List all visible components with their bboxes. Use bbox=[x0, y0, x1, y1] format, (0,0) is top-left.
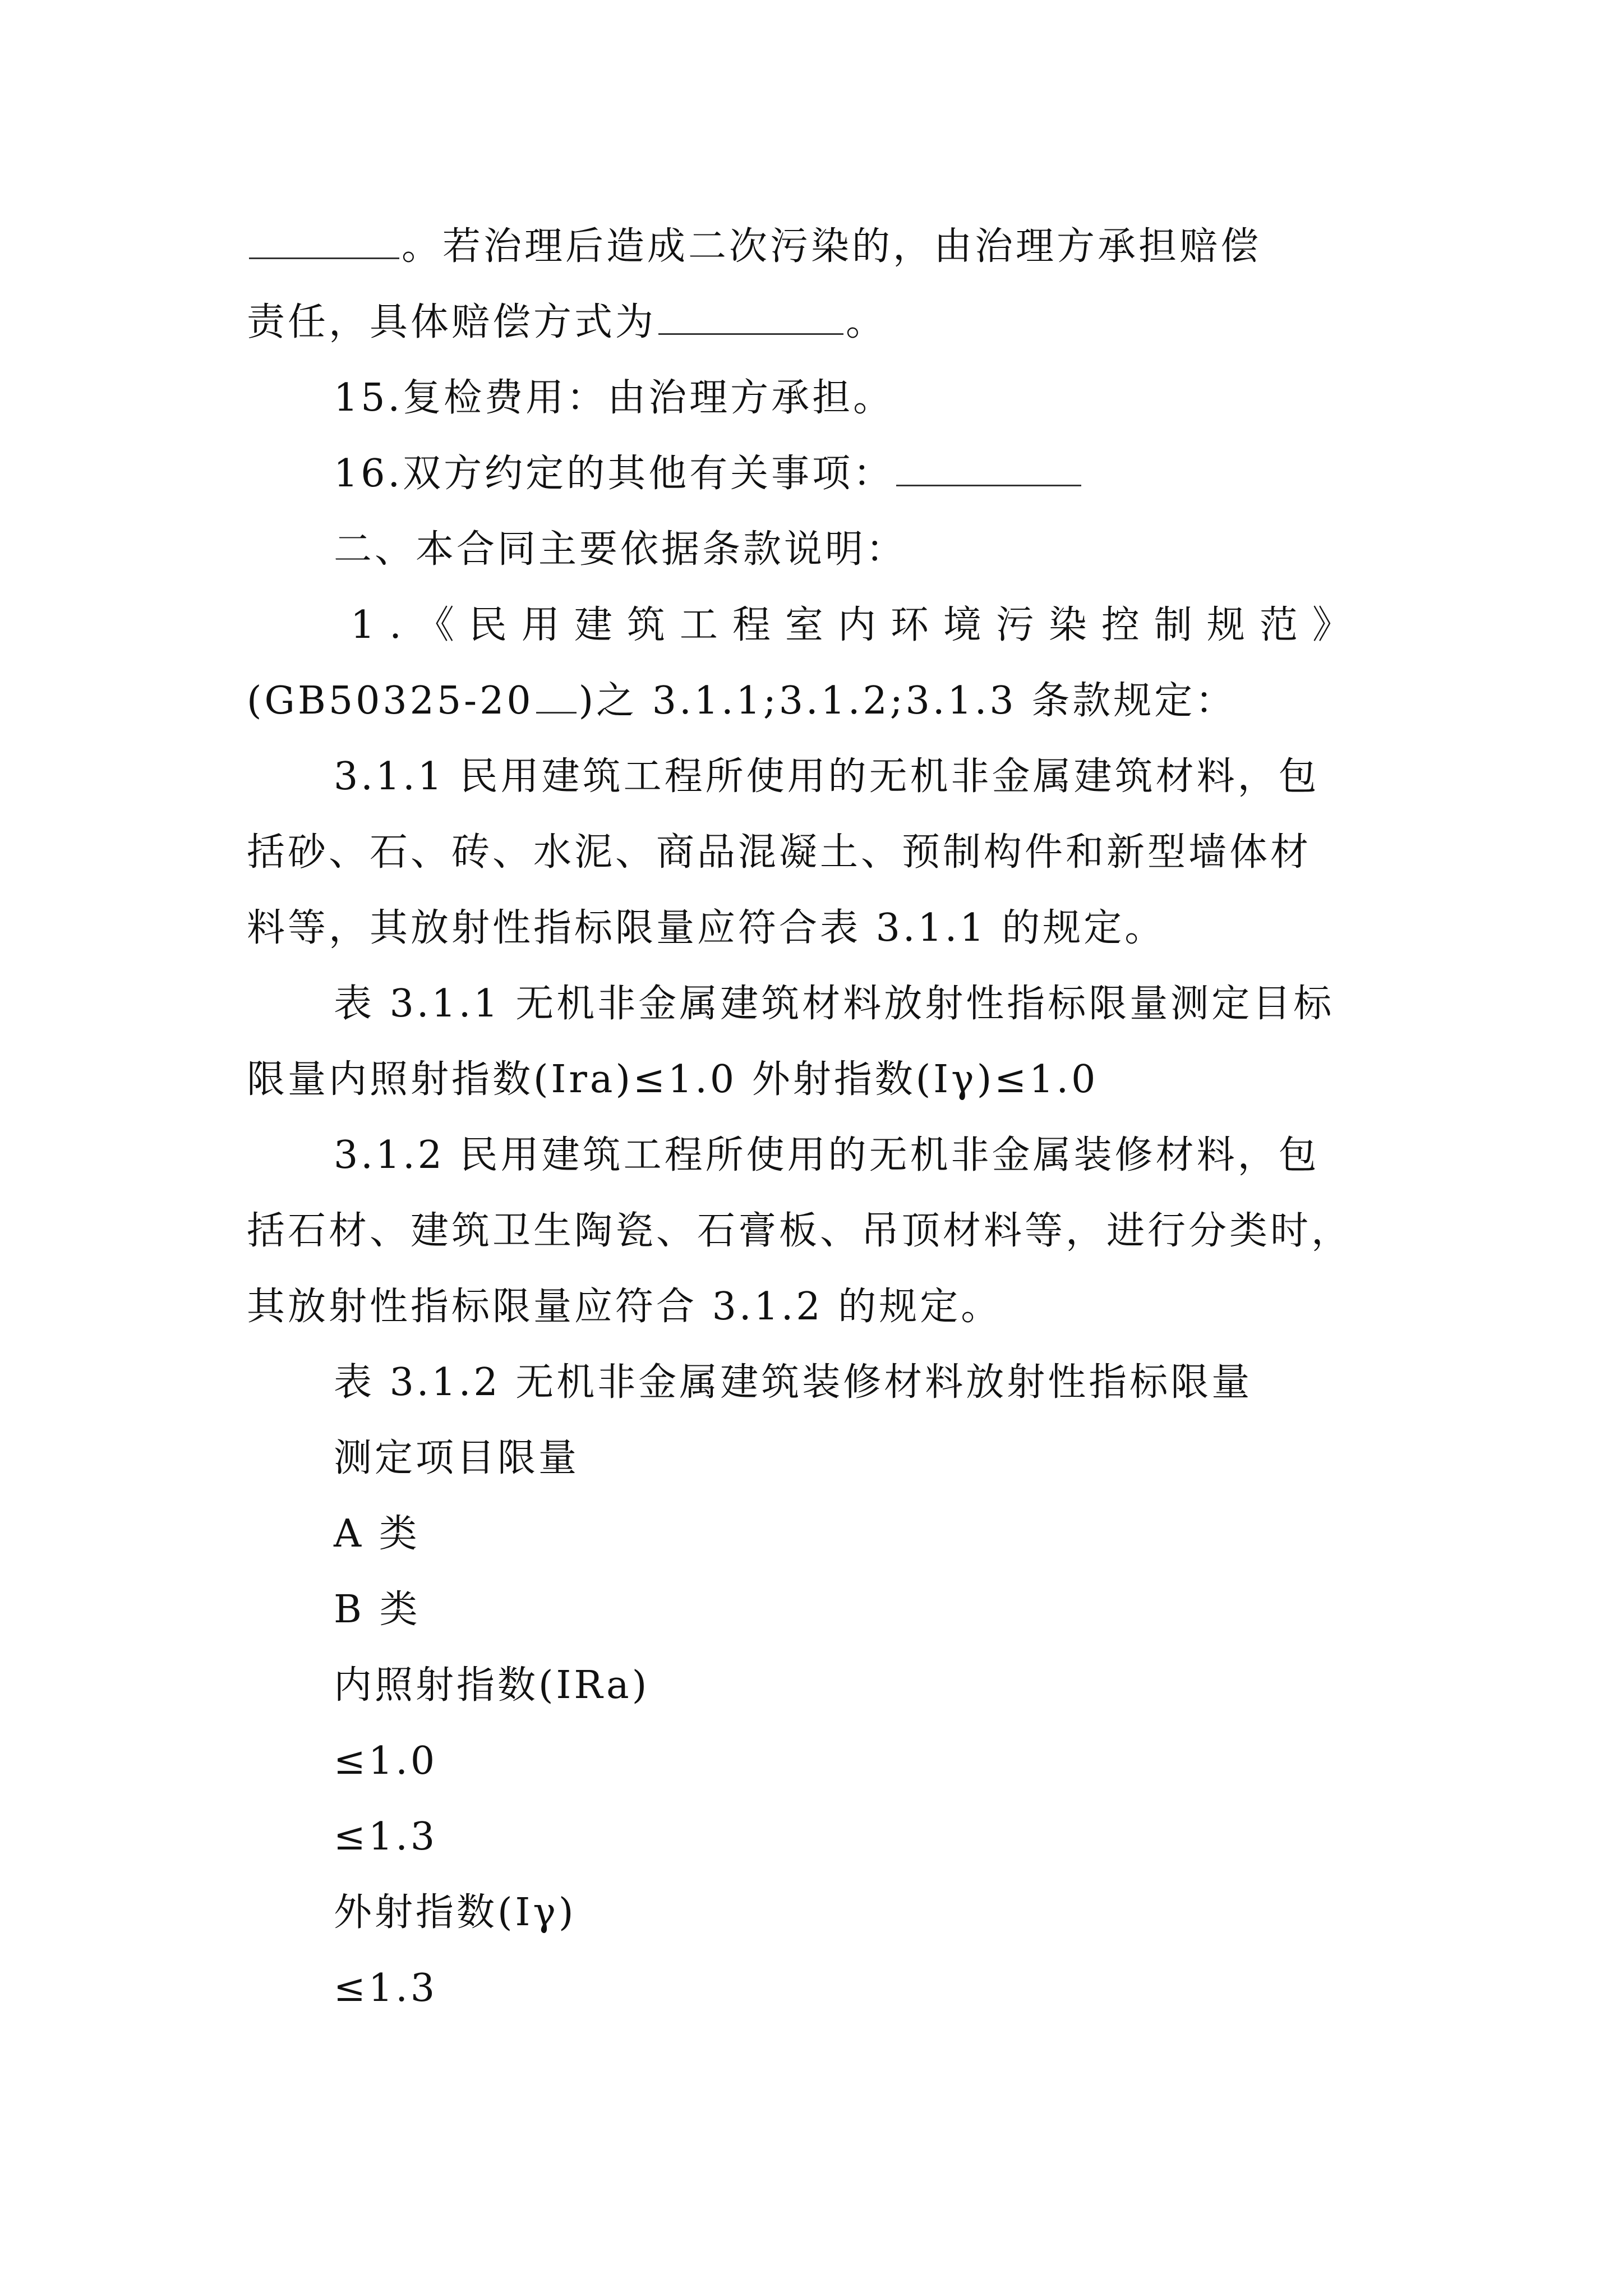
line-text: 3.1.2 民用建筑工程所使用的无机非金属装修材料，包 bbox=[334, 1133, 1320, 1177]
line-text: 责任，具体赔偿方式为 bbox=[247, 300, 657, 344]
blank-field bbox=[896, 453, 1081, 486]
line-text: ≤1.3 bbox=[334, 1815, 438, 1859]
line-text: A 类 bbox=[334, 1512, 420, 1556]
text-line-4 bbox=[334, 452, 1083, 496]
table-caption bbox=[334, 1360, 1252, 1405]
text-line-2 bbox=[247, 300, 887, 345]
text-line-15 bbox=[247, 1285, 1002, 1329]
line-text: 括石材、建筑卫生陶瓷、石膏板、吊顶材料等，进行分类时， bbox=[247, 1209, 1353, 1253]
table-cell-text bbox=[334, 1739, 437, 1784]
line-text: 二、本合同主要依据条款说明： bbox=[334, 527, 907, 572]
line-text: 表 3.1.1 无机非金属建筑材料放射性指标限量测定目标 bbox=[334, 982, 1335, 1026]
text-line-10 bbox=[247, 906, 1165, 951]
line-text: 16.双方约定的其他有关事项： bbox=[334, 452, 895, 496]
line-text: 其放射性指标限量应符合 3.1.2 的规定。 bbox=[247, 1285, 1002, 1329]
text-line-8 bbox=[334, 754, 1320, 799]
table-cell-text bbox=[334, 1588, 421, 1632]
line-text: )之 3.1.1;3.1.2;3.1.3 条款规定： bbox=[578, 679, 1237, 723]
text-line-12 bbox=[247, 1057, 1098, 1102]
line-text: 。若治理后造成二次污染的，由治理方承担赔偿 bbox=[402, 224, 1262, 269]
text-line-9 bbox=[247, 830, 1311, 875]
table-cell-text bbox=[334, 1890, 577, 1935]
line-text: 表 3.1.2 无机非金属建筑装修材料放射性指标限量 bbox=[334, 1360, 1253, 1405]
text-line-7 bbox=[247, 679, 1236, 724]
text-line-1 bbox=[247, 224, 1261, 269]
blank-field bbox=[249, 226, 399, 259]
line-text: 料等，其放射性指标限量应符合表 3.1.1 的规定。 bbox=[247, 906, 1166, 950]
blank-field bbox=[658, 302, 843, 335]
line-text: 1.《民用建筑工程室内环境污染控制规范》 bbox=[351, 603, 1365, 647]
text-line-6 bbox=[351, 603, 1365, 648]
text-line-11 bbox=[334, 982, 1334, 1027]
line-text: 内照射指数(IRa) bbox=[334, 1663, 650, 1708]
line-text: ≤1.3 bbox=[334, 1966, 438, 2010]
table-cell-text bbox=[334, 1815, 437, 1860]
line-text: 外射指数(Iγ) bbox=[334, 1890, 577, 1935]
line-text: 3.1.1 民用建筑工程所使用的无机非金属建筑材料，包 bbox=[334, 754, 1320, 799]
text-line-3 bbox=[334, 376, 894, 421]
text-line-14 bbox=[247, 1209, 1352, 1254]
section-heading bbox=[334, 527, 907, 572]
line-text: 15.复检费用：由治理方承担。 bbox=[334, 376, 895, 420]
text-line-13 bbox=[334, 1133, 1320, 1178]
line-text: (GB50325-20 bbox=[247, 679, 534, 723]
table-header-text bbox=[334, 1436, 579, 1481]
table-cell-text bbox=[334, 1663, 649, 1708]
table-cell-text bbox=[334, 1512, 420, 1557]
table-cell-text bbox=[334, 1966, 437, 2011]
line-text: 测定项目限量 bbox=[334, 1436, 580, 1480]
line-text: 括砂、石、砖、水泥、商品混凝土、预制构件和新型墙体材 bbox=[247, 830, 1312, 875]
line-text: 。 bbox=[846, 300, 887, 344]
line-text: ≤1.0 bbox=[334, 1739, 438, 1783]
blank-field bbox=[536, 680, 577, 714]
line-text: 限量内照射指数(Ira)≤1.0 外射指数(Iγ)≤1.0 bbox=[247, 1057, 1099, 1102]
line-text: B 类 bbox=[334, 1588, 421, 1632]
